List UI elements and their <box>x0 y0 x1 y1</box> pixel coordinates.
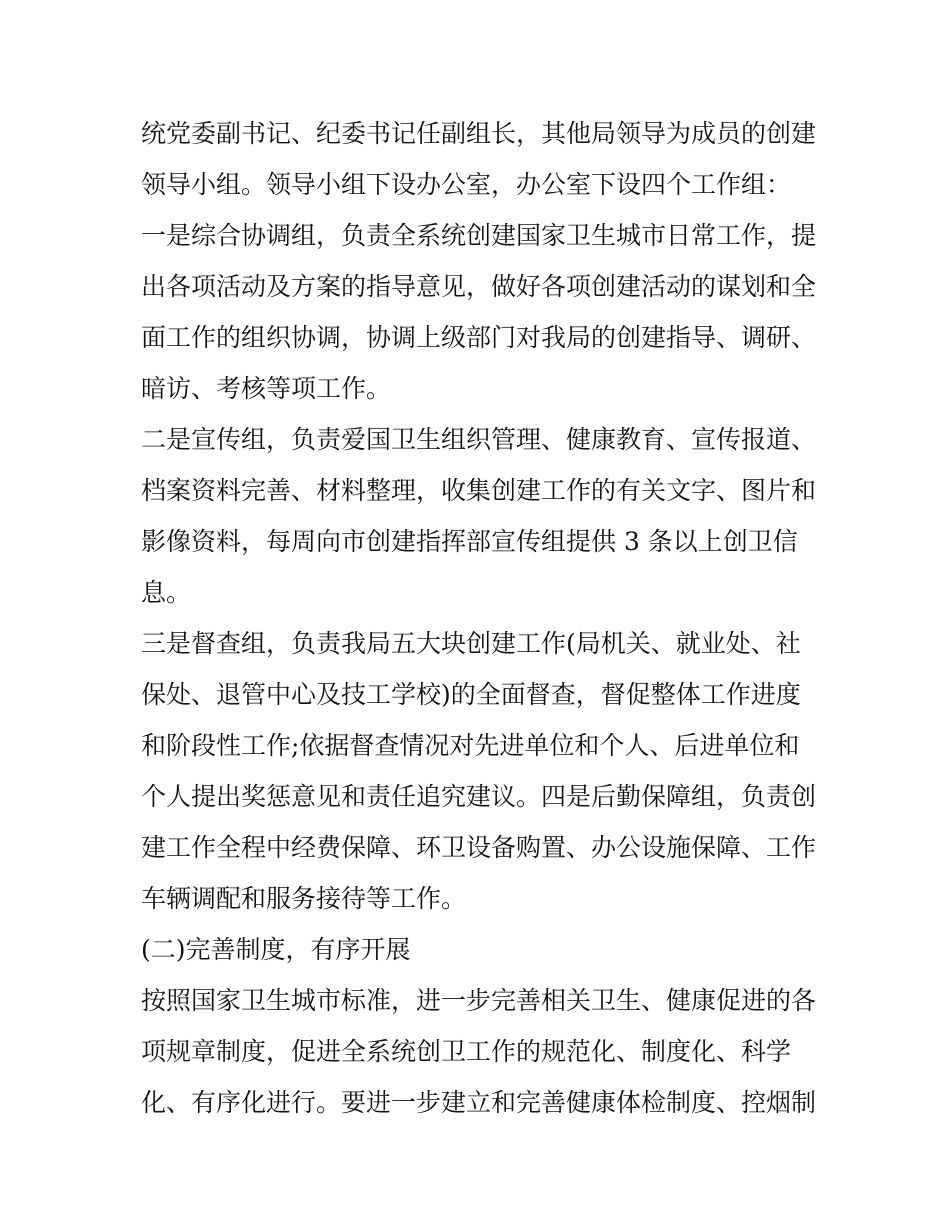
text-line: 领导小组。领导小组下设办公室，办公室下设四个工作组： <box>141 170 792 199</box>
body-text <box>141 108 817 1128</box>
text-line: 建工作全程中经费保障、环卫设备购置、办公设施保障、工作 <box>141 833 817 862</box>
text-line: 档案资料完善、材料整理，收集创建工作的有关文字、图片和 <box>141 476 817 505</box>
text-line: 项规章制度，促进全系统创卫工作的规范化、制度化、科学 <box>141 1037 792 1066</box>
text-line: 个人提出奖惩意见和责任追究建议。四是后勤保障组，负责创 <box>141 782 817 811</box>
text-line: 二是宣传组，负责爱国卫生组织管理、健康教育、宣传报道、 <box>141 425 817 454</box>
text-line: 化、有序化进行。要进一步建立和完善健康体检制度、控烟制 <box>141 1088 817 1117</box>
text-line: 保处、退管中心及技工学校)的全面督查，督促整体工作进度 <box>141 680 801 709</box>
text-line: 和阶段性工作;依据督查情况对先进单位和个人、后进单位和 <box>141 731 800 760</box>
section-heading: (二)完善制度，有序开展 <box>141 935 411 964</box>
text-line: 息。 <box>141 578 192 607</box>
text-line: 暗访、考核等项工作。 <box>141 374 392 403</box>
text-line: 车辆调配和服务接待等工作。 <box>141 884 467 913</box>
text-line: 面工作的组织协调，协调上级部门对我局的创建指导、调研、 <box>141 323 817 352</box>
text-line: 影像资料，每周向市创建指挥部宣传组提供 3 条以上创卫信 <box>141 527 798 556</box>
text-line: 按照国家卫生城市标准，进一步完善相关卫生、健康促进的各 <box>141 986 817 1015</box>
text-line: 统党委副书记、纪委书记任副组长，其他局领导为成员的创建 <box>141 119 817 148</box>
text-line: 出各项活动及方案的指导意见，做好各项创建活动的谋划和全 <box>141 272 817 301</box>
text-line: 一是综合协调组，负责全系统创建国家卫生城市日常工作，提 <box>141 221 817 250</box>
text-line: 三是督查组，负责我局五大块创建工作(局机关、就业处、社 <box>141 629 801 658</box>
